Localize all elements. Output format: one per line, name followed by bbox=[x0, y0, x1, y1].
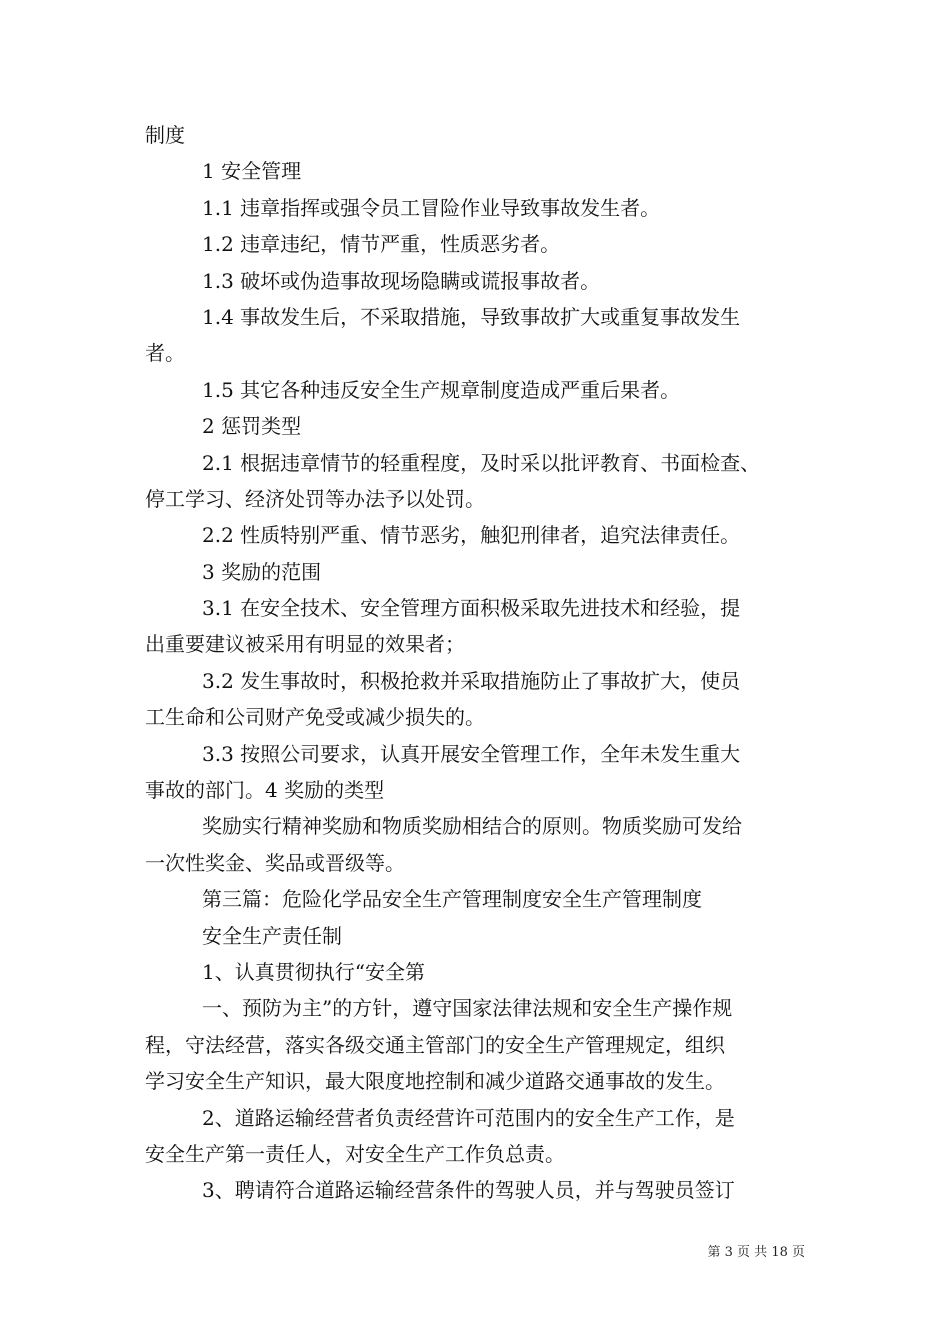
text-line: 1.5 其它各种违反安全生产规章制度造成严重后果者。 bbox=[202, 377, 681, 402]
text-line: 3 奖励的范围 bbox=[202, 559, 322, 584]
text-line: 3.2 发生事故时，积极抢救并采取措施防止了事故扩大，使员 bbox=[202, 668, 741, 693]
text-line: 学习安全生产知识，最大限度地控制和减少道路交通事故的发生。 bbox=[145, 1069, 725, 1094]
text-line: 工生命和公司财产免受或减少损失的。 bbox=[145, 705, 485, 730]
text-line: 2.1 根据违章情节的轻重程度，及时采以批评教育、书面检查、 bbox=[202, 450, 761, 475]
text-line: 一、预防为主”的方针，遵守国家法律法规和安全生产操作规 bbox=[202, 996, 733, 1021]
text-line: 奖励实行精神奖励和物质奖励相结合的原则。物质奖励可发给 bbox=[202, 814, 742, 839]
text-line: 安全生产第一责任人，对安全生产工作负总责。 bbox=[145, 1141, 565, 1166]
text-line: 1 安全管理 bbox=[202, 159, 302, 184]
text-line: 1.4 事故发生后，不采取措施，导致事故扩大或重复事故发生 bbox=[202, 304, 741, 329]
text-line: 一次性奖金、奖品或晋级等。 bbox=[145, 850, 405, 875]
text-line: 事故的部门。4 奖励的类型 bbox=[145, 778, 385, 803]
page-number: 第 3 页 共 18 页 bbox=[707, 1245, 805, 1260]
text-line: 停工学习、经济处罚等办法予以处罚。 bbox=[145, 486, 485, 511]
text-line: 出重要建议被采用有明显的效果者； bbox=[145, 632, 465, 657]
text-line: 安全生产责任制 bbox=[202, 923, 342, 948]
text-line: 1.2 违章违纪，情节严重，性质恶劣者。 bbox=[202, 232, 561, 257]
text-line: 3.3 按照公司要求，认真开展安全管理工作，全年未发生重大 bbox=[202, 741, 741, 766]
document-body bbox=[145, 117, 810, 1209]
text-line: 第三篇：危险化学品安全生产管理制度安全生产管理制度 bbox=[202, 887, 702, 912]
text-line: 3、聘请符合道路运输经营条件的驾驶人员，并与驾驶员签订 bbox=[202, 1178, 735, 1203]
text-line: 2 惩罚类型 bbox=[202, 414, 302, 439]
text-line: 1、认真贯彻执行“安全第 bbox=[202, 959, 425, 984]
text-line: 2、道路运输经营者负责经营许可范围内的安全生产工作，是 bbox=[202, 1105, 735, 1130]
text-line: 制度 bbox=[145, 123, 185, 147]
text-line: 1.1 违章指挥或强令员工冒险作业导致事故发生者。 bbox=[202, 195, 661, 220]
text-line: 者。 bbox=[145, 341, 185, 366]
text-line: 3.1 在安全技术、安全管理方面积极采取先进技术和经验，提 bbox=[202, 596, 741, 621]
text-line: 1.3 破坏或伪造事故现场隐瞒或谎报事故者。 bbox=[202, 268, 601, 293]
text-line: 程，守法经营，落实各级交通主管部门的安全生产管理规定，组织 bbox=[145, 1032, 725, 1057]
text-line: 2.2 性质特别严重、情节恶劣，触犯刑律者，追究法律责任。 bbox=[202, 523, 741, 548]
